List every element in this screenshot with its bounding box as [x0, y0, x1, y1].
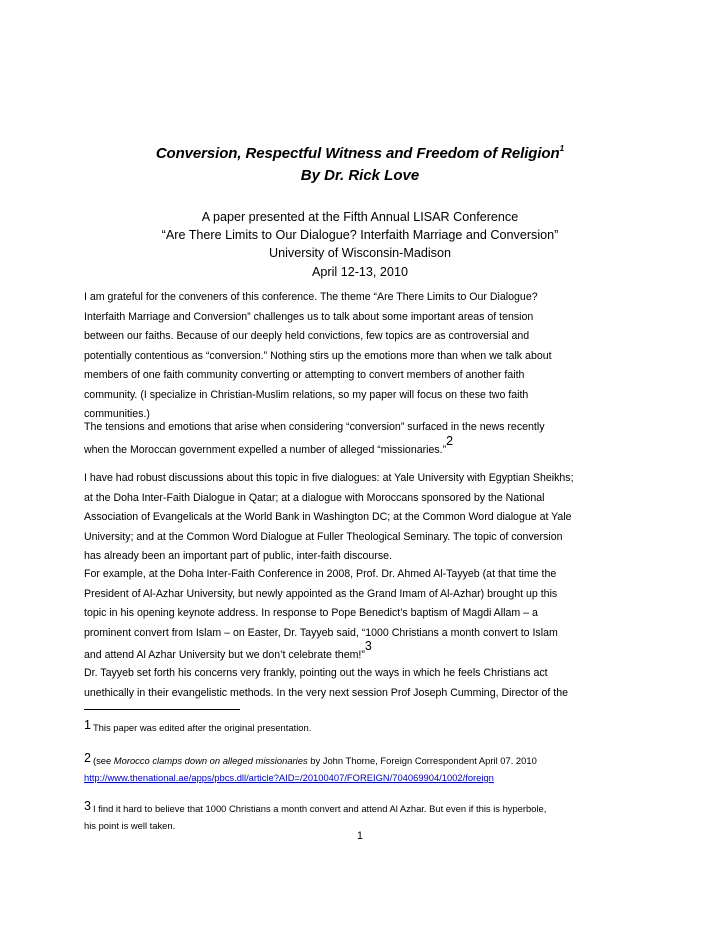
paragraph-4: [84, 565, 644, 664]
author-byline: By Dr. Rick Love: [300, 167, 420, 184]
paragraph-line-text: and attend Al Azhar University but we don’t celebrate them!”: [84, 649, 365, 661]
footnote-text: I find it hard to believe that 1000 Christians a month convert and attend Al Azhar. But even if this is hyperbole,: [92, 803, 547, 814]
footnote-text: (see: [92, 755, 114, 766]
paragraph-line: [84, 639, 644, 664]
paragraph-line: community. (I specialize in Christian-Muslim relations, so my paper will focus on these two faith: [84, 388, 529, 401]
paragraph-line: Interfaith Marriage and Conversion” challenges us to talk about some important areas of tension: [84, 310, 534, 323]
conference-line-3: University of Wisconsin-Madison: [269, 246, 451, 261]
paragraph-line: members of one faith community converting or attempting to convert members of another faith: [84, 369, 525, 381]
paragraph-line: Dr. Tayyeb set forth his concerns very frankly, pointing out the ways in which he feels Christians act: [84, 667, 548, 679]
paragraph-3: [84, 469, 644, 567]
paragraph-line: I am grateful for the conveners of this conference. The theme “Are There Limits to Our Dialogue?: [84, 291, 538, 303]
conference-line-1: A paper presented at the Fifth Annual LISAR Conference: [201, 210, 519, 224]
paragraph-line: University; and at the Common Word Dialogue at Fuller Theological Seminary. The topic of conversion: [84, 530, 563, 543]
footnote-3: [84, 800, 644, 834]
paragraph-line: unethically in their evangelistic methods. In the very next session Prof Joseph Cumming, Director of the: [84, 686, 569, 699]
paragraph-1: [84, 288, 644, 425]
paragraph-line-text: when the Moroccan government expelled a number of alleged “missionaries.”: [84, 443, 447, 456]
footnote-text: This paper was edited after the original presentation.: [92, 722, 312, 733]
footnote-separator: [84, 709, 240, 710]
footnote-article-title: Morocco clamps down on alleged missionaries: [113, 755, 308, 766]
paragraph-line: topic in his opening keynote address. In response to Pope Benedict’s baptism of Magdi Allam – a: [84, 607, 538, 619]
paragraph-line: The tensions and emotions that arise when considering “conversion” surfaced in the news recently: [84, 421, 545, 433]
paragraph-line: President of Al-Azhar University, but newly appointed as the Grand Imam of Al-Azhar) brought up this: [84, 587, 558, 600]
footnote-number: 2: [84, 751, 91, 765]
paragraph-2: [84, 418, 644, 459]
paragraph-line: between our faiths. Because of our deeply held convictions, few topics are as controversial and: [84, 330, 530, 342]
paragraph-line: Association of Evangelicals at the World Bank in Washington DC; at the Common Word dialogue at Yale: [84, 511, 572, 523]
footnote-number: 1: [84, 718, 91, 732]
footnote-number: 3: [84, 799, 91, 813]
conference-info: [0, 208, 720, 281]
footnote-ref-3[interactable]: 3: [364, 639, 372, 653]
paragraph-line: has already been an important part of public, inter-faith discourse.: [84, 550, 392, 562]
paragraph-line: [84, 433, 644, 459]
paragraph-line: potentially contentious as “conversion.” Nothing stirs up the emotions more than when we talk about: [84, 349, 552, 362]
footnote-text: by John Thorne, Foreign Correspondent April 07. 2010: [307, 755, 537, 766]
footnote-1: [84, 719, 644, 736]
page-number: 1: [357, 830, 363, 842]
paragraph-line: prominent convert from Islam – on Easter, Dr. Tayyeb said, “1000 Christians a month convert to Islam: [84, 626, 558, 639]
footnote-link[interactable]: http://www.thenational.ae/apps/pbcs.dll/article?AID=/20100407/FOREIGN/704069904/1002/foreign: [84, 772, 494, 783]
paper-title-text: Conversion, Respectful Witness and Freedom of Religion: [155, 145, 560, 162]
paragraph-line: communities.): [84, 408, 150, 420]
footnote-text: his point is well taken.: [84, 820, 176, 831]
footnote-marker-1[interactable]: 1: [559, 143, 565, 153]
paragraph-5: [84, 664, 644, 703]
paragraph-line: I have had robust discussions about this topic in five dialogues: at Yale University with Egyptian Sheikhs;: [84, 472, 574, 484]
paragraph-line: at the Doha Inter-Faith Dialogue in Qatar; at a dialogue with Moroccans sponsored by the National: [84, 491, 545, 504]
conference-line-2: “Are There Limits to Our Dialogue? Interfaith Marriage and Conversion”: [161, 228, 559, 243]
conference-line-4: April 12-13, 2010: [312, 264, 408, 279]
footnote-ref-2[interactable]: 2: [446, 433, 454, 448]
paragraph-line: For example, at the Doha Inter-Faith Conference in 2008, Prof. Dr. Ahmed Al-Tayyeb (at that time the: [84, 568, 557, 580]
paper-title: [0, 143, 720, 165]
footnote-2: [84, 752, 644, 786]
